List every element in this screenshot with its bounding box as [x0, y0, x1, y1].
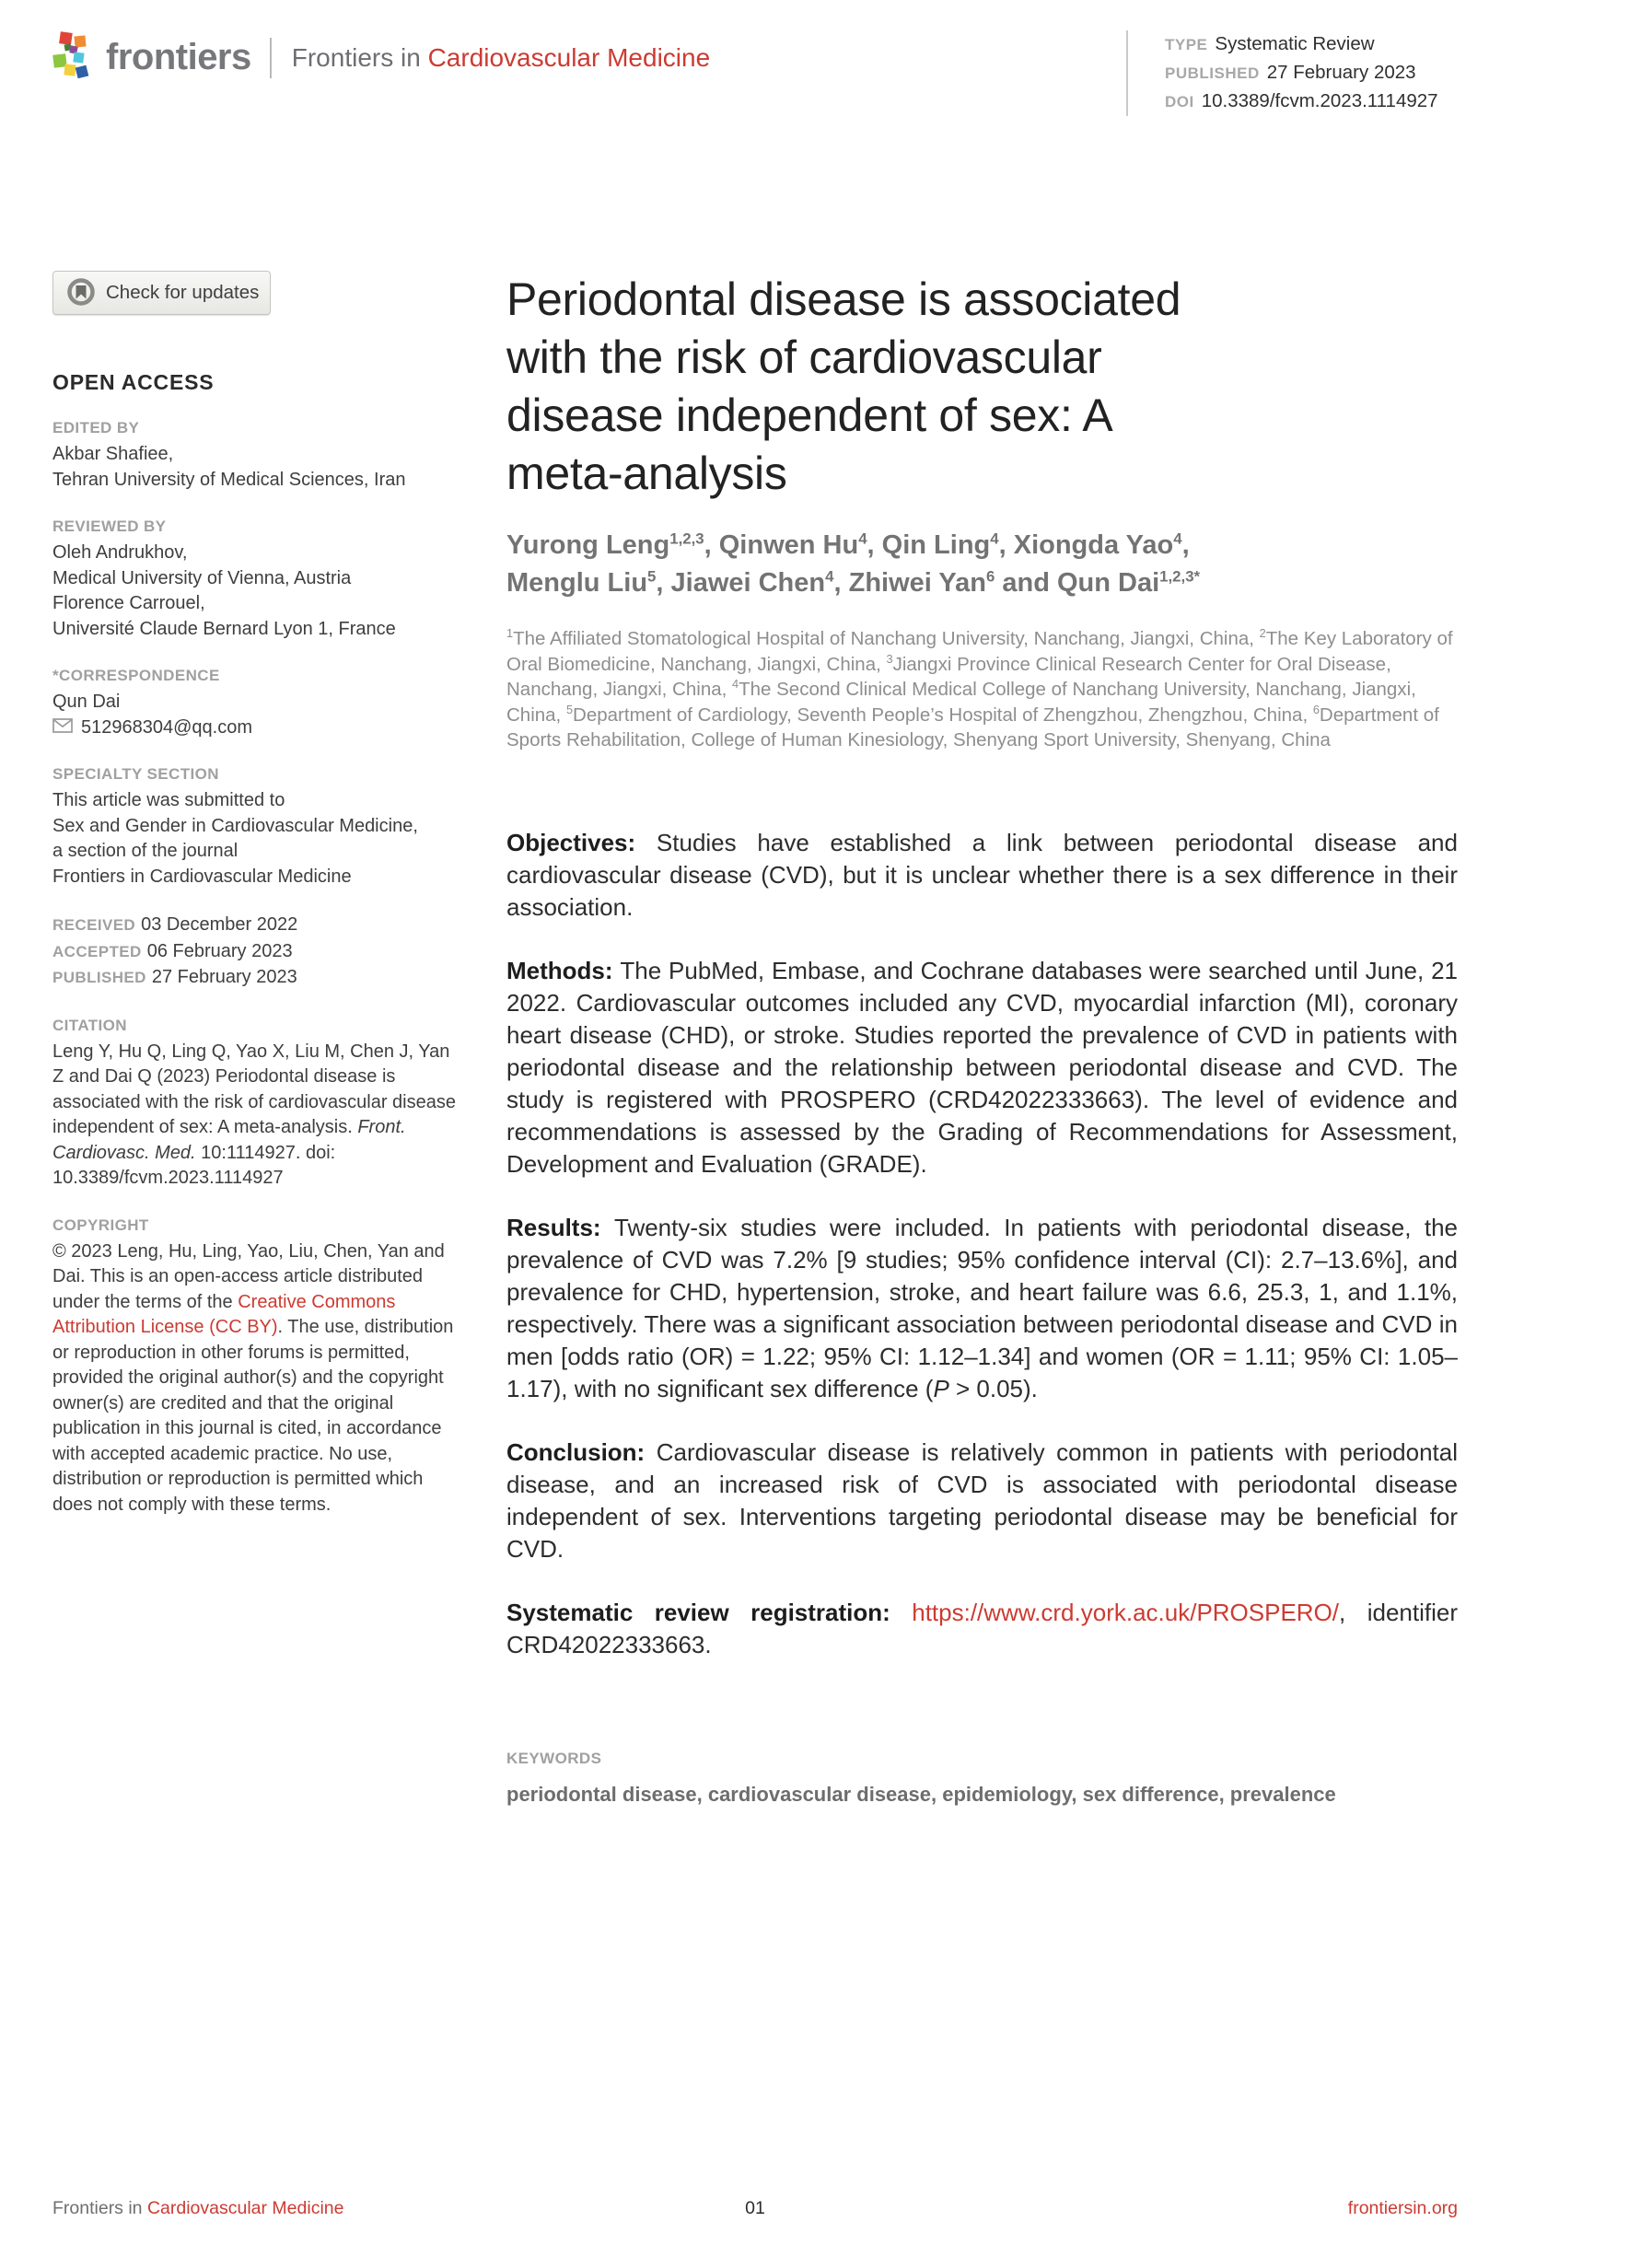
authors-line: Menglu Liu$^5$, Jiawei Chen$^4$, Zhiwei Yan$^6$ and Qun Dai$^{1,2,3*}$ [506, 567, 1201, 598]
article-info-sidebar [52, 271, 462, 1807]
authors-line: Yurong Leng$^{1,2,3}$, Qinwen Hu$^4$, Qin Ling$^4$, Xiongda Yao$^4$, [506, 529, 1190, 560]
title-line: meta-analysis [506, 448, 787, 499]
abstract [506, 827, 1458, 1661]
citation-section [52, 1015, 462, 1192]
doi-label: DOI [1165, 93, 1194, 111]
published-label: PUBLISHED [1165, 64, 1260, 82]
journal-name: Cardiovascular Medicine [427, 42, 711, 72]
type-value: Systematic Review [1215, 33, 1375, 54]
footer-site-link[interactable]: frontiersin.org [1347, 2198, 1458, 2218]
citation-text: Leng Y, Hu Q, Ling Q, Yao X, Liu M, Chen J, Yan Z and Dai Q (2023) Periodontal disease is associated with the risk of cardiovascular disease independent of sex: A meta-analysis. Front. Cardiovasc. Med. 10:1114927. doi: 10.3389/fcvm.2023.1114927 [52, 1041, 456, 1188]
abstract-objectives: Objectives: Studies have established a link between periodontal disease and cardiovascular disease (CVD), but it is unclear whether there is a sex difference in their association. [506, 828, 1458, 921]
keywords-label: KEYWORDS [506, 1749, 602, 1767]
reviewer-affiliation: Medical University of Vienna, Austria [52, 567, 352, 588]
accepted-row [52, 939, 462, 966]
history-dates-section [52, 913, 462, 992]
reviewer-name: Oleh Andrukhov, [52, 542, 188, 563]
correspondence-label: *CORRESPONDENCE [52, 667, 220, 684]
footer-journal-name: Cardiovascular Medicine [146, 2198, 344, 2218]
journal-header [0, 0, 1652, 116]
crossmark-icon [66, 277, 96, 309]
check-for-updates-label: Check for updates [106, 282, 260, 303]
citation-label: CITATION [52, 1016, 127, 1034]
specialty-line: Sex and Gender in Cardiovascular Medicine, [52, 815, 418, 836]
received-value: 03 December 2022 [141, 914, 298, 935]
journal-title-link[interactable] [292, 43, 710, 73]
page-number: 01 [745, 2198, 765, 2218]
received-label: RECEIVED [52, 916, 136, 934]
reviewed-by-section [52, 516, 462, 642]
affiliations: $^1$The Affiliated Stomatological Hospital of Nanchang University, Nanchang, Jiangxi, China, $^2$The Key Laboratory of Oral Biomedicine, Nanchang, Jiangxi, China, $^3$Jiangxi Province Clinical Research Center for Oral Disease, Nanchang, Jiangxi, China, $^4$The Second Clinical Medical College of Nanchang University, Nanchang, Jiangxi, China, $^5$Department of Cardiology, Seventh People’s Hospital of Zhengzhou, Zhengzhou, China, $^6$Department of Sports Rehabilitation, College of Human Kinesiology, Shenyang Sport University, Shenyang, China [506, 626, 1453, 750]
meta-doi-row [1165, 87, 1458, 116]
published-label: PUBLISHED [52, 969, 146, 986]
title-line: with the risk of cardiovascular [506, 332, 1102, 383]
check-for-updates-button[interactable] [52, 271, 271, 315]
specialty-line: Frontiers in Cardiovascular Medicine [52, 866, 352, 887]
specialty-section [52, 763, 462, 890]
article-main [506, 271, 1458, 1807]
reviewer-name: Florence Carrouel, [52, 593, 205, 613]
published-value: 27 February 2023 [151, 967, 297, 987]
article-meta [1126, 30, 1458, 116]
article-title [506, 271, 1458, 503]
correspondence-email-row [52, 715, 462, 741]
edited-by-label: EDITED BY [52, 419, 140, 436]
doi-value[interactable]: 10.3389/fcvm.2023.1114927 [1201, 90, 1438, 111]
received-row [52, 913, 462, 939]
type-label: TYPE [1165, 36, 1208, 53]
copyright-label: COPYRIGHT [52, 1216, 149, 1234]
abstract-registration: Systematic review registration: https://www.crd.york.ac.uk/PROSPERO/, identifier CRD42022333663. [506, 1598, 1458, 1658]
brand [52, 30, 710, 85]
meta-type-row [1165, 30, 1458, 59]
open-access-heading: OPEN ACCESS [52, 370, 215, 394]
content-columns [0, 271, 1652, 1807]
accepted-label: ACCEPTED [52, 942, 142, 960]
frontiers-logo-icon [52, 30, 95, 85]
specialty-line: a section of the journal [52, 841, 238, 861]
title-line: Periodontal disease is associated [506, 273, 1181, 325]
title-line: disease independent of sex: A [506, 390, 1113, 441]
abstract-methods: Methods: The PubMed, Embase, and Cochrane databases were searched until June, 21 2022. Cardiovascular outcomes included any CVD, myocardial infarction (MI), coronary heart disease (CHD), or stroke. Studies reported the prevalence of CVD in patients with periodontal disease and the relationship between periodontal disease and CVD. The study is registered with PROSPERO (CRD42022333663). The level of evidence and recommendations is assessed by the Grading of Recommendations for Assessment, Development and Evaluation (GRADE). [506, 956, 1458, 1178]
edited-by-affiliation: Tehran University of Medical Sciences, Iran [52, 469, 406, 490]
page-footer [52, 2198, 1458, 2219]
accepted-value: 06 February 2023 [146, 940, 293, 961]
published-value: 27 February 2023 [1266, 62, 1416, 83]
correspondence-section [52, 665, 462, 740]
edited-by-name: Akbar Shafiee, [52, 444, 174, 464]
published-row [52, 965, 462, 992]
footer-journal-prefix: Frontiers in [52, 2198, 147, 2218]
copyright-section [52, 1215, 462, 1518]
reviewer-affiliation: Université Claude Bernard Lyon 1, France [52, 618, 396, 639]
abstract-conclusion: Conclusion: Cardiovascular disease is relatively common in patients with periodontal disease, and an increased risk of CVD is associated with periodontal disease independent of sex. Interventions targeting periodontal disease may be beneficial for CVD. [506, 1437, 1458, 1563]
specialty-line: This article was submitted to [52, 790, 285, 810]
brand-divider [270, 38, 272, 78]
edited-by-section [52, 417, 462, 493]
copyright-text: © 2023 Leng, Hu, Ling, Yao, Liu, Chen, Yan and Dai. This is an open-access article distributed under the terms of the Creative Commons Attribution License (CC BY). The use, distribution or reproduction in other forums is permitted, provided the original author(s) and the copyright owner(s) are credited and that the original publication in this journal is cited, in accordance with accepted academic practice. No use, distribution or reproduction is permitted which does not comply with these terms. [52, 1240, 454, 1515]
authors-block [506, 527, 1458, 602]
frontiers-logotype: frontiers [106, 37, 251, 77]
correspondence-name: Qun Dai [52, 692, 121, 712]
journal-prefix: Frontiers in [291, 42, 421, 72]
envelope-icon [52, 715, 73, 741]
meta-published-row [1165, 59, 1458, 87]
keywords-text: periodontal disease, cardiovascular disease, epidemiology, sex difference, prevalence [506, 1782, 1336, 1806]
abstract-results: Results: Twenty-six studies were included. In patients with periodontal disease, the prevalence of CVD was 7.2% [9 studies; 95% confidence interval (CI): 2.7–13.6%], and prevalence for CHD, hypertension, stroke, and heart failure was 6.6, 25.3, 1, and 1.1%, respectively. There was a significant association between periodontal disease and CVD in men [odds ratio (OR) = 1.22; 95% CI: 1.12–1.34] and women (OR = 1.11; 95% CI: 1.05–1.17), with no significant sex difference (P > 0.05). [506, 1213, 1458, 1402]
reviewed-by-label: REVIEWED BY [52, 518, 167, 535]
specialty-label: SPECIALTY SECTION [52, 765, 219, 783]
correspondence-email[interactable]: 512968304@qq.com [81, 716, 252, 738]
keywords-block [506, 1750, 1458, 1807]
